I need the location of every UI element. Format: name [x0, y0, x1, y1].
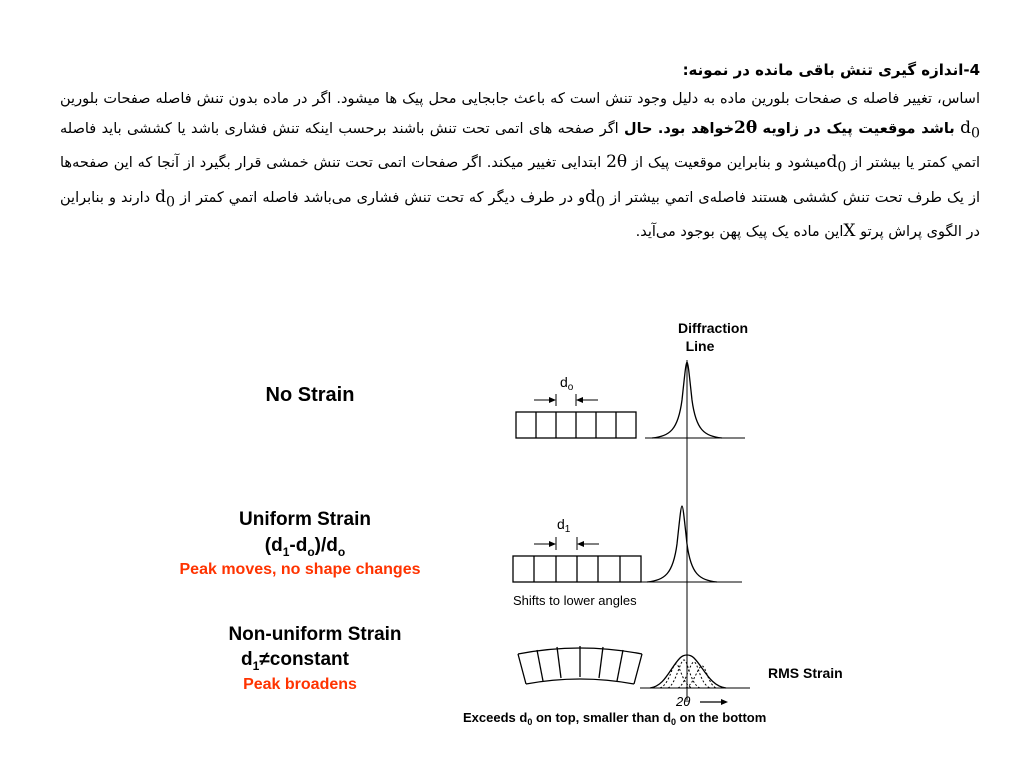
nonuniform-strain-label: Non-uniform Strain — [228, 624, 402, 645]
two-theta-symbol: 2θ — [606, 152, 628, 173]
two-theta-symbol: 2θ — [734, 118, 758, 138]
x-letter: X — [843, 221, 856, 242]
paragraph-part-1j: این ماده یک پیک پهن بوجود می‌آید. — [635, 224, 844, 241]
two-theta-axis-label: 2θ — [676, 694, 691, 709]
peak-uniform-strain — [647, 506, 717, 582]
paragraph-part-1c: خواهد بود. — [657, 121, 735, 137]
d0-spacing-marker — [534, 394, 598, 406]
uniform-strain-note: Peak moves, no shape changes — [179, 561, 421, 578]
no-strain-label: No Strain — [265, 384, 355, 406]
paragraph-part-1h: و در طرف دیگر که تحت تنش فشاری می‌باشد فاصله اتمي کمتر از — [180, 189, 586, 206]
d0-symbol: $d_0$ — [155, 186, 176, 211]
paragraph-part-1b: باشد موقعیت پیک در زاویه — [762, 121, 955, 137]
d0-symbol: $d_0$ — [960, 118, 980, 142]
d0-label: $d_o$ — [560, 374, 574, 393]
nonuniform-strain-formula: $d_1\ne constant$ — [241, 649, 349, 673]
paragraph-part-1g: ابتدایی تغییر میکند. اگر صفحات اتمی تحت تنش خمشی قرار بگیرد از آنجا که این صفحه‌ها از یک طرف تحت تنش کششی هستند فاصله‌ی اتمي بیشتر از — [60, 155, 981, 206]
lattice-nonuniform-strain — [518, 646, 642, 684]
d1-spacing-marker — [534, 537, 599, 550]
paragraph-part-1e: اگر صفحه های اتمی تحت تنش باشند برحسب اینکه تنش فشاری باشد یا کششی باید فاصله اتمي کمتر یا بیشتر از — [60, 121, 981, 172]
nonuniform-strain-note: Peak broadens — [243, 676, 357, 693]
section-heading: 4-اندازه گیری تنش باقی مانده در نمونه: — [682, 61, 980, 79]
shift-note: Shifts to lower angles — [513, 593, 637, 608]
paragraph-part-1i: دارند و بنابراین در الگوی پراش پرتو — [60, 189, 980, 241]
lattice-no-strain — [516, 412, 636, 438]
paragraph-part-1: اساس، تغییر فاصله ی صفحات بلورین ماده به دلیل وجود تنش است که باعث جابجایی محل پیک ها میشود. اگر در ماده بدون تنش فاصله صفحات بلورین — [60, 91, 980, 107]
paragraph-part-1f: میشود و بنابراین موقعیت پیک از — [632, 155, 827, 172]
paragraph-part-1d: حال — [623, 121, 653, 137]
rms-strain-label: RMS Strain — [768, 665, 843, 681]
uniform-strain-label: Uniform Strain — [239, 509, 371, 530]
bottom-note: Exceeds $d_0$ on top, smaller than $d_0$ on the bottom — [463, 710, 767, 727]
uniform-strain-formula: $(d_1-d_o)/d_o$ — [264, 535, 346, 559]
d0-symbol: $d_0$ — [826, 152, 847, 176]
d0-symbol: $d_0$ — [585, 186, 606, 211]
diffraction-line-label-2: Line — [685, 338, 715, 354]
d1-label: $d_1$ — [557, 516, 571, 535]
peak-nonuniform-strain — [650, 655, 726, 688]
diffraction-line-label: Diffraction — [678, 320, 748, 336]
lattice-uniform-strain — [513, 556, 641, 582]
